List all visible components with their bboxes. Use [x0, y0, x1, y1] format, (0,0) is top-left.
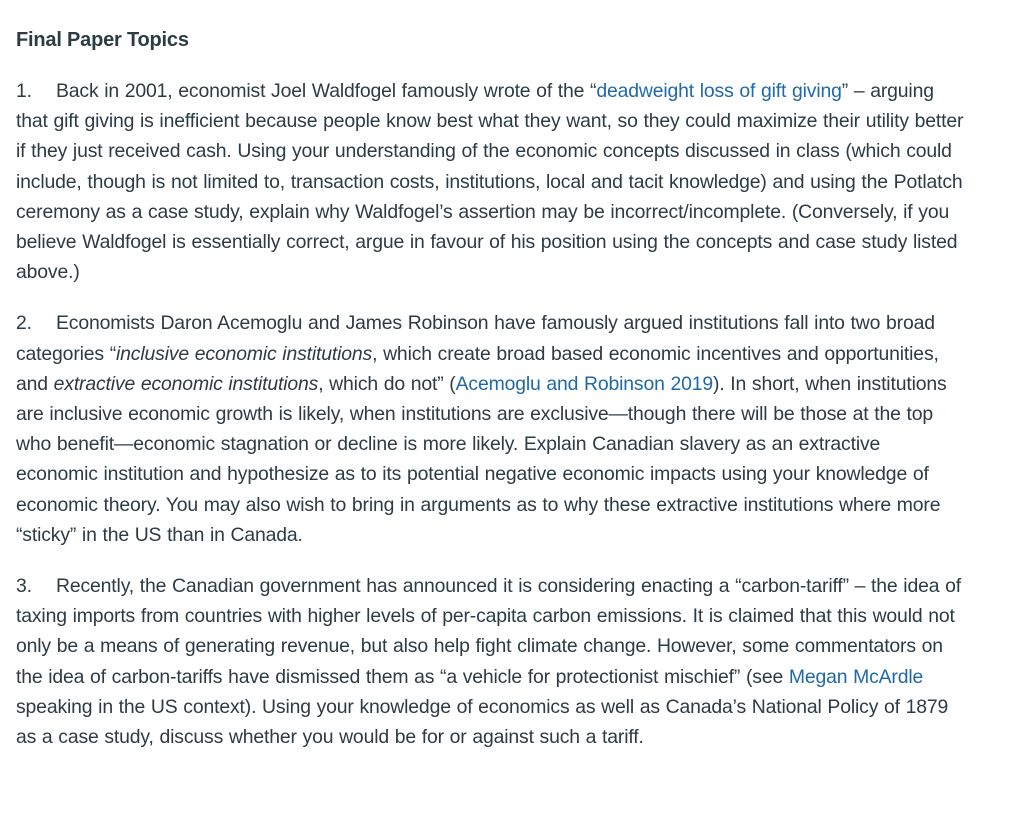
topic-text: Back in 2001, economist Joel Waldfogel famously wrote of the “	[56, 80, 597, 102]
italic-term: inclusive economic institutions	[116, 342, 373, 365]
acemoglu-robinson-link[interactable]: Acemoglu and Robinson 2019	[455, 372, 714, 395]
topic-1	[16, 76, 964, 287]
topic-text: ” – arguing that gift giving is inefficient because people know best what they want, so they could maximize their utility better if they just received cash. Using your understanding of the economic concepts discussed in class (which could include, though is not limited to, transaction costs, institutions, local and tacit knowledge) and using the Potlatch ceremony as a case study, explain why Waldfogel’s assertion may be incorrect/incomplete. (Conversely, if you believe Waldfogel is essentially correct, argue in favour of his position using the concepts and case study listed above.)	[16, 80, 964, 284]
topic-number: 2.	[16, 312, 32, 335]
deadweight-loss-link[interactable]: deadweight loss of gift giving	[596, 80, 842, 102]
topic-number: 3.	[16, 575, 32, 598]
topic-2	[16, 308, 964, 550]
topic-text: ). In short, when institutions are inclusive economic growth is likely, when institutions are exclusive—though there will be those at the top who benefit—economic stagnation or decline is more likely. Explain Canadian slavery as an extractive economic institution and hypothesize as to its potential negative economic impacts using your knowledge of economic theory. You may also wish to bring in arguments as to why these extractive institutions where more “sticky” in the US than in Canada.	[16, 372, 947, 546]
topic-3	[16, 571, 964, 752]
page-title: Final Paper Topics	[16, 29, 189, 51]
topic-text: , which do not” (	[318, 372, 456, 395]
italic-term: extractive economic institutions	[53, 372, 319, 395]
megan-mcardle-link[interactable]: Megan McArdle	[788, 665, 924, 688]
topic-text: Recently, the Canadian government has announced it is considering enacting a “carbon-tariff” – the idea of taxing imports from countries with higher levels of per-capita carbon emissions. It is claimed that this would not only be a means of generating revenue, but also help fight climate change. However, some commentators on the idea of carbon-tariffs have dismissed them as “a vehicle for protectionist mischief” (see	[16, 575, 961, 688]
topic-number: 1.	[16, 80, 32, 102]
topic-text: , which create broad based economic incentives and opportunities, and	[16, 342, 939, 395]
topic-text: speaking in the US context). Using your knowledge of economics as well as Canada’s National Policy of 1879 as a case study, discuss whether you would be for or against such a tariff.	[16, 695, 949, 749]
topic-text: Economists Daron Acemoglu and James Robinson have famously argued institutions fall into two broad categories “	[16, 312, 935, 365]
